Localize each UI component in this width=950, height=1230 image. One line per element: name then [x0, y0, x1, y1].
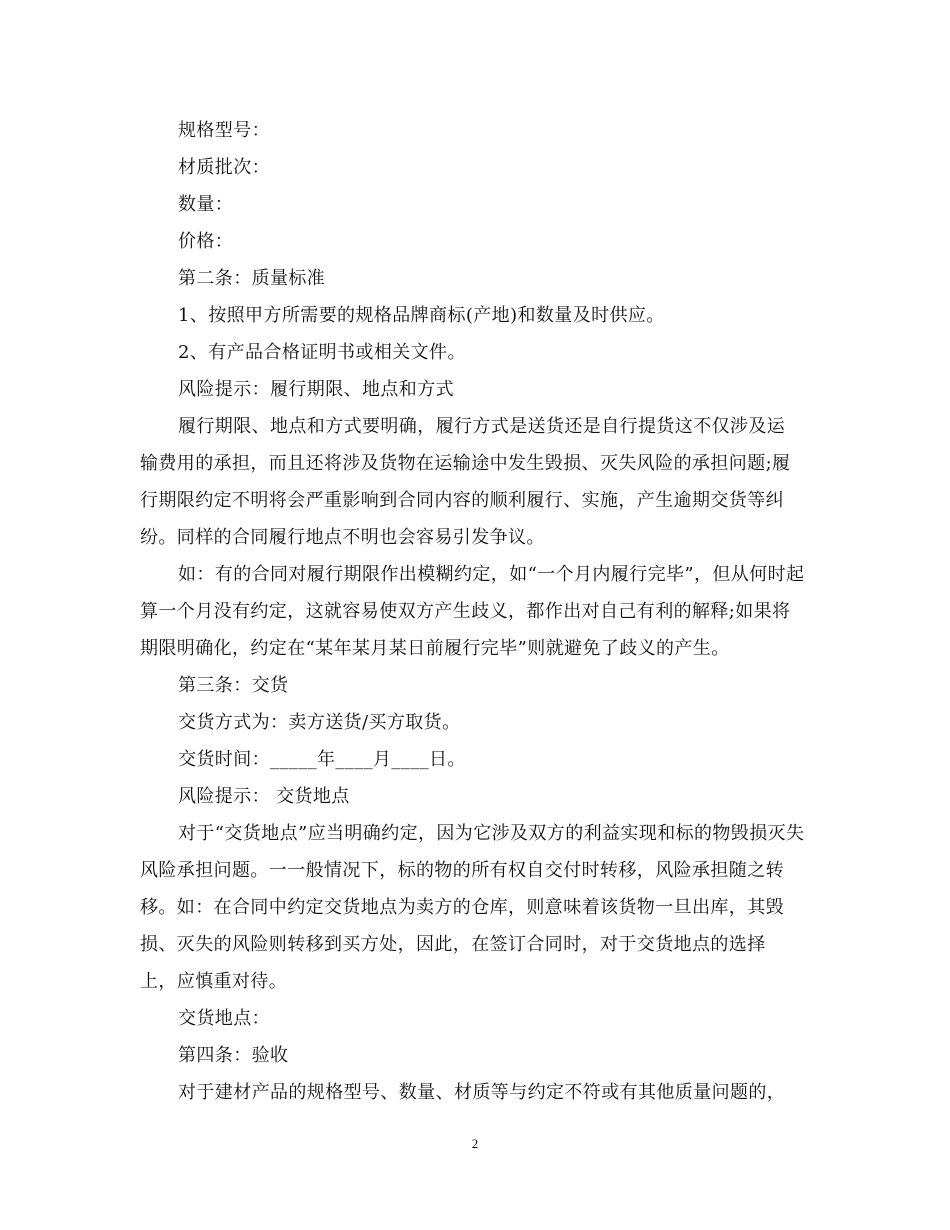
article-four-heading: 第四条：验收 [178, 1045, 289, 1066]
field-delivery-location: 交货地点： [178, 1008, 270, 1029]
paragraph-line: 上，应慎重对待。 [140, 971, 288, 992]
delivery-method: 交货方式为：卖方送货/买方取货。 [178, 712, 461, 733]
field-quantity: 数量： [178, 194, 234, 215]
paragraph-line: 如：有的合同对履行期限作出模糊约定，如“一个月内履行完毕”，但从何时起 [178, 564, 805, 585]
quality-item-1: 1、按照甲方所需要的规格品牌商标(产地)和数量及时供应。 [178, 305, 665, 326]
page-number: 2 [471, 1136, 479, 1151]
paragraph-line: 期限明确化，约定在“某年某月某日前履行完毕”则就避免了歧义的产生。 [140, 638, 730, 659]
article-two-heading: 第二条：质量标准 [178, 268, 326, 289]
paragraph-line: 损、灭失的风险则转移到买方处，因此，在签订合同时，对于交货地点的选择 [140, 934, 766, 955]
delivery-time: 交货时间：_____年____月____日。 [178, 749, 466, 770]
risk-tip-heading-performance: 风险提示：履行期限、地点和方式 [178, 379, 454, 400]
paragraph-line: 移。如：在合同中约定交货地点为卖方的仓库，则意味着该货物一旦出库，其毁 [140, 897, 784, 918]
paragraph-line: 算一个月没有约定，这就容易使双方产生歧义，都作出对自己有利的解释;如果将 [140, 601, 791, 622]
article-three-heading: 第三条：交货 [178, 675, 289, 696]
risk-tip-heading-delivery: 风险提示： 交货地点 [178, 786, 350, 807]
paragraph-line: 风险承担问题。一一般情况下，标的物的所有权自交付时转移，风险承担随之转 [140, 860, 784, 881]
field-price: 价格： [178, 231, 234, 252]
paragraph-line: 对于“交货地点”应当明确约定，因为它涉及双方的利益实现和标的物毁损灭失 [178, 823, 805, 844]
paragraph-line: 行期限约定不明将会严重影响到合同内容的顺利履行、实施，产生逾期交货等纠 [140, 490, 784, 511]
paragraph-line: 输费用的承担，而且还将涉及货物在运输途中发生毁损、灭失风险的承担问题;履 [140, 453, 791, 474]
field-material-batch: 材质批次： [178, 157, 270, 178]
paragraph-line: 对于建材产品的规格型号、数量、材质等与约定不符或有其他质量问题的， [178, 1082, 786, 1103]
paragraph-line: 纷。同样的合同履行地点不明也会容易引发争议。 [140, 527, 545, 548]
field-spec-model: 规格型号： [178, 120, 270, 141]
paragraph-line: 履行期限、地点和方式要明确，履行方式是送货还是自行提货这不仅涉及运 [178, 416, 786, 437]
quality-item-2: 2、有产品合格证明书或相关文件。 [178, 342, 466, 363]
